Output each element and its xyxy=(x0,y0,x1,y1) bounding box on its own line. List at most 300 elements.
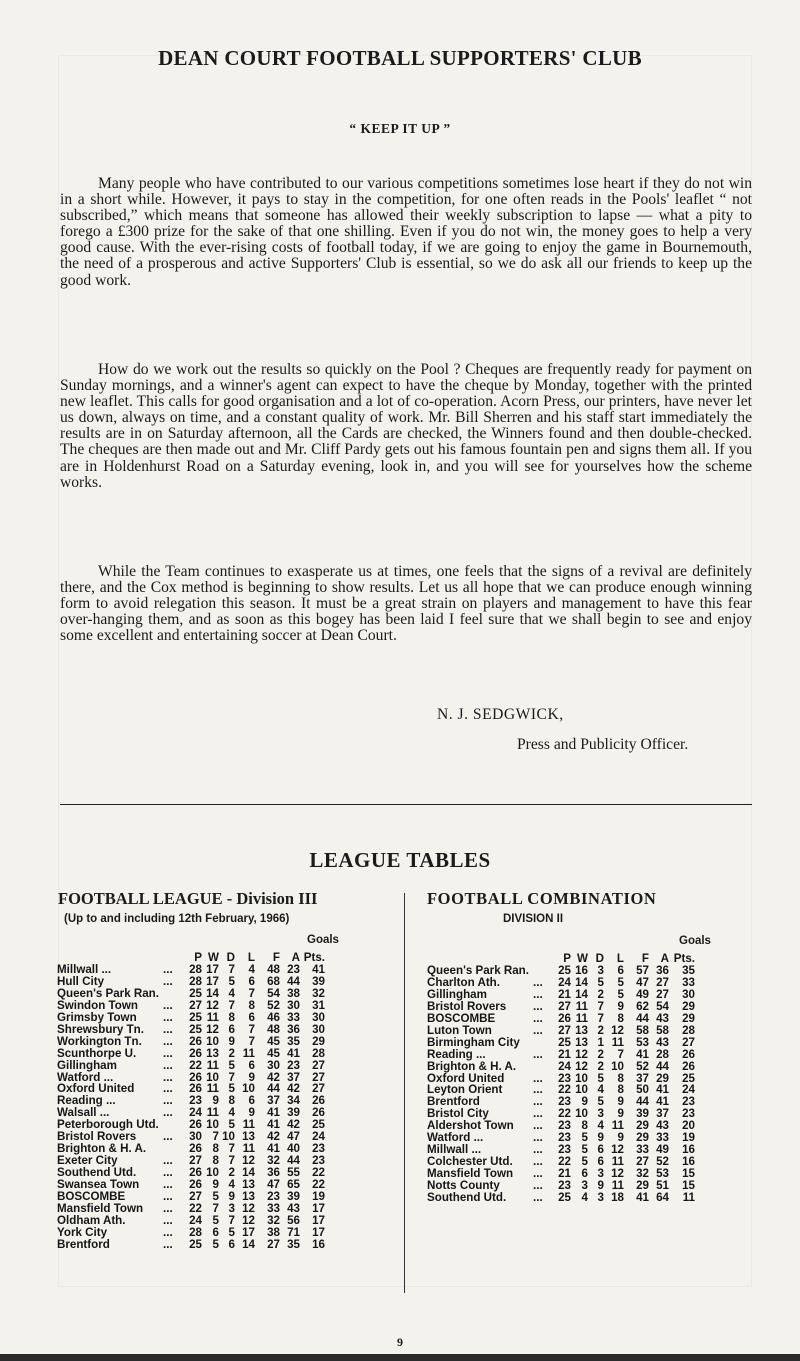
signature-role: Press and Publicity Officer. xyxy=(517,736,689,753)
stat-cell: 64 xyxy=(656,1191,669,1205)
stat-cell: 10 xyxy=(206,1166,219,1180)
stat-cell: 42 xyxy=(267,1130,280,1144)
stat-cell: 36 xyxy=(287,1022,300,1036)
stat-cell: 2 xyxy=(597,1059,604,1073)
stat-cell: 25 xyxy=(558,1191,571,1205)
stat-cell: 33 xyxy=(682,975,695,989)
stat-cell: 4 xyxy=(597,1119,604,1133)
team-name: Brighton & H. A. xyxy=(427,1059,517,1073)
stat-cell: 42 xyxy=(267,1070,280,1084)
stat-cell: 11 xyxy=(611,1155,624,1169)
stat-cell: 39 xyxy=(287,1190,300,1204)
stat-cell: 11 xyxy=(682,1191,695,1205)
stat-cell: 12 xyxy=(206,998,219,1012)
stat-cell: 8 xyxy=(212,1142,219,1156)
leader-dots: ... xyxy=(163,1082,173,1096)
stat-cell: 17 xyxy=(242,1225,255,1239)
stat-cell: 24 xyxy=(558,975,571,989)
leader-dots: ... xyxy=(163,1022,173,1036)
division-three-date-note: (Up to and including 12th February, 1966) xyxy=(64,913,290,925)
table-row xyxy=(57,1048,325,1060)
stat-cell: 11 xyxy=(575,999,588,1013)
stat-cell: 30 xyxy=(682,987,695,1001)
stat-cell: 51 xyxy=(656,1179,669,1193)
stat-cell: 27 xyxy=(189,1190,202,1204)
team-name: Swindon Town xyxy=(57,998,138,1012)
team-name: Walsall ... xyxy=(57,1106,110,1120)
leader-dots: ... xyxy=(533,1179,543,1193)
team-name: York City xyxy=(57,1225,108,1239)
stat-cell: 54 xyxy=(267,986,280,1000)
stat-cell: 6 xyxy=(248,1094,255,1108)
column-divider xyxy=(404,893,405,1293)
stat-cell: 10 xyxy=(575,1083,588,1097)
stat-cell: 50 xyxy=(636,1083,649,1097)
leader-dots: ... xyxy=(163,1178,173,1192)
stat-cell: 16 xyxy=(682,1143,695,1157)
table-row xyxy=(427,1049,695,1061)
stat-cell: 28 xyxy=(312,1046,325,1060)
stat-cell: 6 xyxy=(597,1143,604,1157)
stat-cell: 27 xyxy=(267,1237,280,1251)
stat-cell: 10 xyxy=(222,1130,235,1144)
leader-dots: ... xyxy=(163,1202,173,1216)
stat-cell: 5 xyxy=(228,974,235,988)
stat-cell: 58 xyxy=(636,1023,649,1037)
stat-cell: 5 xyxy=(212,1190,219,1204)
stat-cell: 29 xyxy=(682,1011,695,1025)
team-name: Millwall ... xyxy=(427,1143,482,1157)
stat-cell: 39 xyxy=(636,1107,649,1121)
leader-dots: ... xyxy=(533,1047,543,1061)
stat-cell: 47 xyxy=(636,975,649,989)
team-name: Bristol City xyxy=(427,1107,489,1121)
stat-cell: 17 xyxy=(206,962,219,976)
stat-cell: 13 xyxy=(242,1178,255,1192)
stat-cell: 7 xyxy=(228,1070,235,1084)
stat-cell: 8 xyxy=(228,1094,235,1108)
stat-cell: 9 xyxy=(248,1070,255,1084)
stat-cell: 20 xyxy=(682,1119,695,1133)
stat-cell: 65 xyxy=(287,1178,300,1192)
stat-cell: 32 xyxy=(267,1213,280,1227)
stat-cell: 44 xyxy=(636,1095,649,1109)
column-header: Pts. xyxy=(673,952,695,965)
team-name: Luton Town xyxy=(427,1023,492,1037)
stat-cell: 41 xyxy=(636,1191,649,1205)
article-paragraph: How do we work out the results so quickly on the Pool ? Cheques are frequently ready for payment on Sunday mornings, and a winner's agent can expect to have the cheque by Monday, together with the printed new leaflet. This calls for good organisation and a lot of co-operation. Acorn Press, our printers, have never let us down, always on time, and a constant quality of work. Mr. Bill Sherren and his staff start immediately the results are in on Saturday afternoon, all the Cards are checked, the Winners found and then double-checked. The cheques are then made out and Mr. Cliff Pardy gets out his famous fountain pen and signs them all. If you are in Holdenhurst Road on a Saturday evening, look in, and you will see for yourselves how the scheme works. xyxy=(60,361,752,491)
stat-cell: 58 xyxy=(656,1023,669,1037)
team-name: Oxford United xyxy=(427,1071,505,1085)
column-header: F xyxy=(272,951,280,964)
leader-dots: ... xyxy=(163,974,173,988)
stat-cell: 2 xyxy=(228,1166,235,1180)
stat-cell: 9 xyxy=(228,1190,235,1204)
stat-cell: 42 xyxy=(287,1118,300,1132)
stat-cell: 9 xyxy=(581,1095,588,1109)
leader-dots: ... xyxy=(163,1225,173,1239)
stat-cell: 26 xyxy=(189,1082,202,1096)
stat-cell: 29 xyxy=(636,1179,649,1193)
leader-dots: ... xyxy=(533,1119,543,1133)
stat-cell: 11 xyxy=(242,1046,255,1060)
stat-cell: 34 xyxy=(287,1094,300,1108)
stat-cell: 7 xyxy=(248,1034,255,1048)
stat-cell: 4 xyxy=(228,1178,235,1192)
team-name: Workington Tn. xyxy=(57,1034,142,1048)
stat-cell: 25 xyxy=(558,1035,571,1049)
table-row xyxy=(427,1013,695,1025)
stat-cell: 10 xyxy=(242,1082,255,1096)
table-row xyxy=(57,1060,325,1072)
stat-cell: 8 xyxy=(212,1154,219,1168)
stat-cell: 11 xyxy=(575,1011,588,1025)
stat-cell: 23 xyxy=(287,962,300,976)
stat-cell: 47 xyxy=(287,1130,300,1144)
stat-cell: 27 xyxy=(189,998,202,1012)
stat-cell: 27 xyxy=(312,1082,325,1096)
team-name: Millwall ... xyxy=(57,962,112,976)
stat-cell: 49 xyxy=(656,1143,669,1157)
stat-cell: 49 xyxy=(636,987,649,1001)
stat-cell: 7 xyxy=(212,1130,219,1144)
stat-cell: 15 xyxy=(682,1167,695,1181)
stat-cell: 22 xyxy=(558,1107,571,1121)
leader-dots: ... xyxy=(163,1154,173,1168)
team-name: BOSCOMBE xyxy=(57,1190,126,1204)
stat-cell: 4 xyxy=(248,962,255,976)
stat-cell: 10 xyxy=(575,1107,588,1121)
stat-cell: 27 xyxy=(656,987,669,1001)
leader-dots: ... xyxy=(163,1034,173,1048)
leader-dots: ... xyxy=(163,1237,173,1251)
column-header: L xyxy=(616,952,624,965)
stat-cell: 7 xyxy=(228,1213,235,1227)
stat-cell: 44 xyxy=(287,974,300,988)
stat-cell: 18 xyxy=(611,1191,624,1205)
stat-cell: 44 xyxy=(636,1011,649,1025)
stat-cell: 26 xyxy=(312,1106,325,1120)
division-three-title: FOOTBALL LEAGUE - Division III xyxy=(58,889,318,908)
stat-cell: 19 xyxy=(312,1190,325,1204)
column-header: A xyxy=(291,951,300,964)
stat-cell: 62 xyxy=(636,999,649,1013)
stat-cell: 48 xyxy=(267,1022,280,1036)
team-name: Brentford xyxy=(57,1237,110,1251)
stat-cell: 44 xyxy=(267,1082,280,1096)
stat-cell: 43 xyxy=(656,1035,669,1049)
stat-cell: 55 xyxy=(287,1166,300,1180)
stat-cell: 14 xyxy=(242,1166,255,1180)
leader-dots: ... xyxy=(533,1071,543,1085)
table-row xyxy=(57,1036,325,1048)
team-name: Gillingham xyxy=(57,1058,117,1072)
stat-cell: 33 xyxy=(267,1202,280,1216)
stat-cell: 54 xyxy=(656,999,669,1013)
team-name: Leyton Orient xyxy=(427,1083,503,1097)
stat-cell: 6 xyxy=(597,1155,604,1169)
stat-cell: 6 xyxy=(248,1010,255,1024)
stat-cell: 7 xyxy=(228,1142,235,1156)
leader-dots: ... xyxy=(533,999,543,1013)
stat-cell: 2 xyxy=(597,1023,604,1037)
stat-cell: 27 xyxy=(189,1154,202,1168)
team-name: Swansea Town xyxy=(57,1178,140,1192)
stat-cell: 9 xyxy=(617,1095,624,1109)
stat-cell: 12 xyxy=(242,1154,255,1168)
team-name: Charlton Ath. xyxy=(427,975,500,989)
team-name: Oxford United xyxy=(57,1082,135,1096)
stat-cell: 41 xyxy=(267,1142,280,1156)
stat-cell: 23 xyxy=(682,1095,695,1109)
stat-cell: 35 xyxy=(287,1237,300,1251)
stat-cell: 71 xyxy=(287,1225,300,1239)
stat-cell: 23 xyxy=(558,1179,571,1193)
stat-cell: 9 xyxy=(597,1131,604,1145)
stat-cell: 27 xyxy=(682,1035,695,1049)
stat-cell: 7 xyxy=(228,998,235,1012)
stat-cell: 24 xyxy=(682,1083,695,1097)
leader-dots: ... xyxy=(533,1155,543,1169)
stat-cell: 23 xyxy=(287,1058,300,1072)
stat-cell: 5 xyxy=(228,1058,235,1072)
stat-cell: 11 xyxy=(206,1082,219,1096)
stat-cell: 21 xyxy=(558,987,571,1001)
stat-cell: 5 xyxy=(597,1071,604,1085)
stat-cell: 11 xyxy=(611,1035,624,1049)
stat-cell: 11 xyxy=(206,1058,219,1072)
stat-cell: 7 xyxy=(228,1154,235,1168)
stat-cell: 8 xyxy=(248,998,255,1012)
table-row xyxy=(57,1024,325,1036)
leader-dots xyxy=(533,1061,552,1073)
stat-cell: 5 xyxy=(581,1143,588,1157)
stat-cell: 27 xyxy=(636,1155,649,1169)
stat-cell: 68 xyxy=(267,974,280,988)
stat-cell: 25 xyxy=(312,1118,325,1132)
stat-cell: 27 xyxy=(558,1023,571,1037)
stat-cell: 52 xyxy=(636,1059,649,1073)
stat-cell: 17 xyxy=(312,1213,325,1227)
stat-cell: 26 xyxy=(189,1166,202,1180)
team-name: Brentford xyxy=(427,1095,480,1109)
stat-cell: 10 xyxy=(206,1118,219,1132)
stat-cell: 13 xyxy=(206,1046,219,1060)
table-row xyxy=(57,1239,325,1251)
stat-cell: 37 xyxy=(656,1107,669,1121)
stat-cell: 6 xyxy=(228,1237,235,1251)
stat-cell: 14 xyxy=(206,986,219,1000)
stat-cell: 37 xyxy=(267,1094,280,1108)
stat-cell: 30 xyxy=(267,1058,280,1072)
column-header: P xyxy=(194,951,202,964)
stat-cell: 30 xyxy=(189,1130,202,1144)
stat-cell: 25 xyxy=(189,1237,202,1251)
stat-cell: 26 xyxy=(558,1011,571,1025)
article-subheading: “ KEEP IT UP ” xyxy=(349,121,451,136)
stat-cell: 10 xyxy=(206,1070,219,1084)
stat-cell: 11 xyxy=(206,1010,219,1024)
stat-cell: 25 xyxy=(558,963,571,977)
stat-cell: 12 xyxy=(611,1143,624,1157)
stat-cell: 26 xyxy=(189,1034,202,1048)
stat-cell: 21 xyxy=(558,1047,571,1061)
team-name: Oldham Ath. xyxy=(57,1213,126,1227)
stat-cell: 40 xyxy=(287,1142,300,1156)
stat-cell: 9 xyxy=(617,1107,624,1121)
column-header: D xyxy=(226,951,235,964)
stat-cell: 44 xyxy=(287,1154,300,1168)
stat-cell: 2 xyxy=(597,1047,604,1061)
leader-dots: ... xyxy=(163,1213,173,1227)
table-row xyxy=(427,1192,695,1204)
stat-cell: 22 xyxy=(558,1155,571,1169)
stat-cell: 26 xyxy=(312,1094,325,1108)
leader-dots: ... xyxy=(533,1083,543,1097)
stat-cell: 52 xyxy=(267,998,280,1012)
column-header: W xyxy=(208,951,219,964)
stat-cell: 13 xyxy=(575,1035,588,1049)
leader-dots: ... xyxy=(533,987,543,1001)
stat-cell: 12 xyxy=(611,1023,624,1037)
stat-cell: 47 xyxy=(267,1178,280,1192)
leader-dots: ... xyxy=(533,1023,543,1037)
stat-cell: 11 xyxy=(242,1142,255,1156)
page-number: 9 xyxy=(397,1335,403,1349)
stat-cell: 6 xyxy=(212,1225,219,1239)
stat-cell: 41 xyxy=(656,1095,669,1109)
stat-cell: 37 xyxy=(287,1070,300,1084)
stat-cell: 13 xyxy=(242,1130,255,1144)
stat-cell: 14 xyxy=(242,1237,255,1251)
stat-cell: 25 xyxy=(189,986,202,1000)
stat-cell: 43 xyxy=(656,1119,669,1133)
team-name: Grimsby Town xyxy=(57,1010,137,1024)
stat-cell: 23 xyxy=(558,1131,571,1145)
stat-cell: 12 xyxy=(611,1167,624,1181)
stat-cell: 42 xyxy=(287,1082,300,1096)
stat-cell: 10 xyxy=(206,1034,219,1048)
stat-cell: 35 xyxy=(287,1034,300,1048)
column-header: F xyxy=(641,952,649,965)
stat-cell: 24 xyxy=(189,1106,202,1120)
team-name: Shrewsbury Tn. xyxy=(57,1022,144,1036)
team-name: Southend Utd. xyxy=(57,1166,137,1180)
stat-cell: 36 xyxy=(656,963,669,977)
stat-cell: 56 xyxy=(287,1213,300,1227)
team-name: Mansfield Town xyxy=(427,1167,514,1181)
stat-cell: 48 xyxy=(267,962,280,976)
column-header: D xyxy=(595,952,604,965)
stat-cell: 41 xyxy=(267,1118,280,1132)
signature-name: N. J. SEDGWICK, xyxy=(437,706,564,723)
team-name: Scunthorpe U. xyxy=(57,1046,137,1060)
stat-cell: 12 xyxy=(575,1059,588,1073)
stat-cell: 30 xyxy=(287,998,300,1012)
stat-cell: 5 xyxy=(228,1225,235,1239)
stat-cell: 46 xyxy=(267,1010,280,1024)
stat-cell: 4 xyxy=(228,986,235,1000)
team-name: BOSCOMBE xyxy=(427,1011,496,1025)
stat-cell: 17 xyxy=(312,1225,325,1239)
leader-dots: ... xyxy=(533,1191,543,1205)
stat-cell: 23 xyxy=(267,1190,280,1204)
stat-cell: 28 xyxy=(189,962,202,976)
stat-cell: 25 xyxy=(189,1010,202,1024)
stat-cell: 30 xyxy=(312,1022,325,1036)
team-name: Queen's Park Ran. xyxy=(427,963,529,977)
stat-cell: 30 xyxy=(312,1010,325,1024)
team-name: Exeter City xyxy=(57,1154,118,1168)
table-row xyxy=(427,1025,695,1037)
team-name: Notts County xyxy=(427,1179,500,1193)
stat-cell: 15 xyxy=(682,1179,695,1193)
stat-cell: 38 xyxy=(267,1225,280,1239)
stat-cell: 29 xyxy=(312,1034,325,1048)
stat-cell: 43 xyxy=(287,1202,300,1216)
team-name: Queen's Park Ran. xyxy=(57,986,159,1000)
stat-cell: 5 xyxy=(597,975,604,989)
stat-cell: 23 xyxy=(312,1154,325,1168)
stat-cell: 3 xyxy=(597,1167,604,1181)
stat-cell: 29 xyxy=(636,1131,649,1145)
stat-cell: 7 xyxy=(248,1022,255,1036)
section-divider xyxy=(60,804,752,805)
stat-cell: 27 xyxy=(312,1070,325,1084)
stat-cell: 52 xyxy=(656,1155,669,1169)
stat-cell: 28 xyxy=(682,1023,695,1037)
stat-cell: 11 xyxy=(242,1118,255,1132)
column-header: A xyxy=(660,952,669,965)
league-tables-heading: LEAGUE TABLES xyxy=(309,848,491,872)
stat-cell: 26 xyxy=(189,1142,202,1156)
leader-dots: ... xyxy=(533,1143,543,1157)
stat-cell: 5 xyxy=(617,987,624,1001)
stat-cell: 5 xyxy=(581,1131,588,1145)
combination-goals-label: Goals xyxy=(679,935,711,947)
team-name: Birmingham City xyxy=(427,1035,520,1049)
stat-cell: 57 xyxy=(636,963,649,977)
stat-cell: 19 xyxy=(682,1131,695,1145)
leader-dots xyxy=(533,1037,552,1049)
stat-cell: 14 xyxy=(575,975,588,989)
table-row xyxy=(427,1001,695,1013)
stat-cell: 9 xyxy=(617,999,624,1013)
stat-cell: 9 xyxy=(212,1178,219,1192)
leader-dots: ... xyxy=(533,1095,543,1109)
stat-cell: 33 xyxy=(636,1143,649,1157)
stat-cell: 5 xyxy=(212,1213,219,1227)
leader-dots: ... xyxy=(163,962,173,976)
stat-cell: 5 xyxy=(597,1095,604,1109)
column-header: L xyxy=(247,951,255,964)
team-name: Reading ... xyxy=(57,1094,116,1108)
stat-cell: 13 xyxy=(575,1023,588,1037)
stat-cell: 38 xyxy=(287,986,300,1000)
team-name: Bristol Rovers xyxy=(57,1130,137,1144)
leader-dots: ... xyxy=(163,1046,173,1060)
stat-cell: 13 xyxy=(242,1190,255,1204)
stat-cell: 11 xyxy=(611,1179,624,1193)
table-row xyxy=(427,1061,695,1073)
stat-cell: 2 xyxy=(597,987,604,1001)
stat-cell: 26 xyxy=(682,1047,695,1061)
stat-cell: 32 xyxy=(312,986,325,1000)
stat-cell: 39 xyxy=(312,974,325,988)
stat-cell: 32 xyxy=(636,1167,649,1181)
leader-dots: ... xyxy=(533,1107,543,1121)
stat-cell: 4 xyxy=(581,1191,588,1205)
